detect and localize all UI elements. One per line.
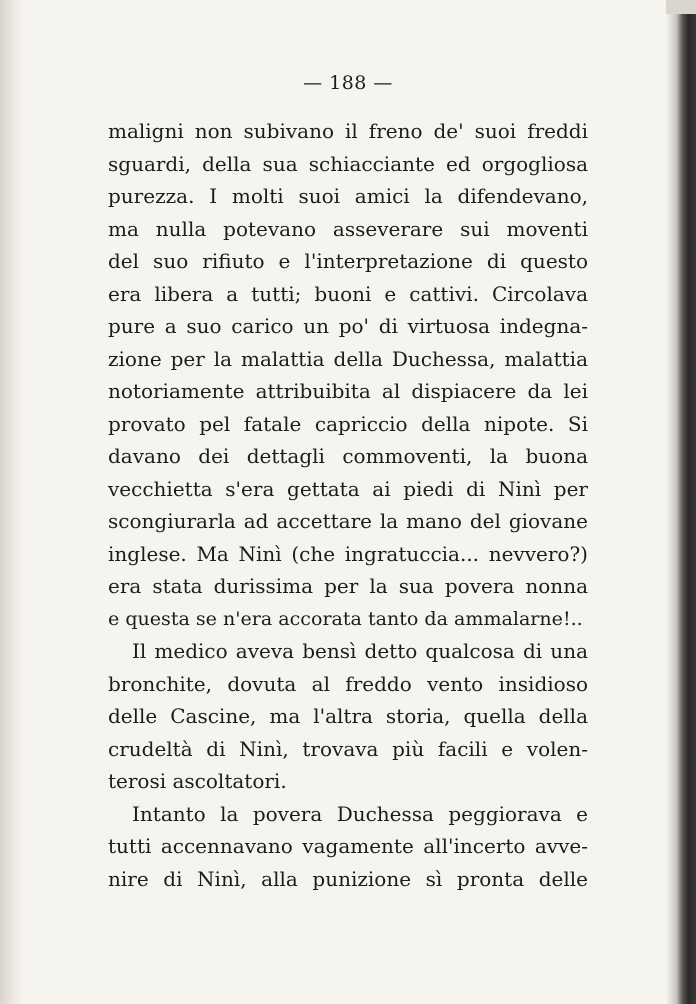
text-line: del suo rifiuto e l'interpretazione di questo (108, 249, 588, 273)
text-line: crudeltà di Ninì, trovava più facili e volen- (108, 736, 588, 761)
body-text (108, 115, 588, 895)
text-line: scongiurarla ad accettare la mano del giovane (108, 509, 588, 533)
text-line: era libera a tutti; buoni e cattivi. Circolava (108, 281, 588, 306)
page-edge-corner (666, 0, 696, 14)
text-line: sguardi, della sua schiacciante ed orgogliosa (108, 151, 588, 176)
text-line: era stata durissima per la sua povera nonna (108, 574, 588, 598)
text-line: tutti accennavano vagamente all'incerto avve- (108, 834, 588, 858)
text-line: maligni non subivano il freno de' suoi freddi (108, 119, 588, 143)
paragraph-end-line: e questa se n'era accorata tanto da ammalarne!.. (108, 607, 583, 630)
page-edge-shadow (666, 0, 696, 1004)
text-line: davano dei dettagli commoventi, la buona (108, 444, 588, 468)
paragraph-start-line: Intanto la povera Duchessa peggiorava e (132, 801, 588, 826)
text-line: provato pel fatale capriccio della nipote. Si (108, 411, 588, 436)
page-gutter-shadow (0, 0, 22, 1004)
paragraph-start-line: Il medico aveva bensì detto qualcosa di una (132, 639, 588, 663)
text-line: zione per la malattia della Duchessa, malattia (108, 346, 588, 371)
page-number: — 188 — (303, 72, 393, 94)
text-line: purezza. I molti suoi amici la difendevano, (108, 184, 588, 208)
text-line: delle Cascine, ma l'altra storia, quella della (108, 704, 588, 728)
text-line: vecchietta s'era gettata ai piedi di Ninì per (108, 476, 588, 501)
text-line: inglese. Ma Ninì (che ingratuccia... nevvero?) (108, 541, 588, 566)
paragraph-end-line: terosi ascoltatori. (108, 769, 287, 793)
text-line: ma nulla potevano asseverare sui moventi (108, 216, 588, 241)
text-line: notoriamente attribuibita al dispiacere da lei (108, 379, 588, 403)
text-line: nire di Ninì, alla punizione sì pronta delle (108, 866, 588, 891)
text-line: bronchite, dovuta al freddo vento insidioso (108, 671, 588, 696)
text-line: pure a suo carico un po' di virtuosa indegna- (108, 314, 588, 338)
